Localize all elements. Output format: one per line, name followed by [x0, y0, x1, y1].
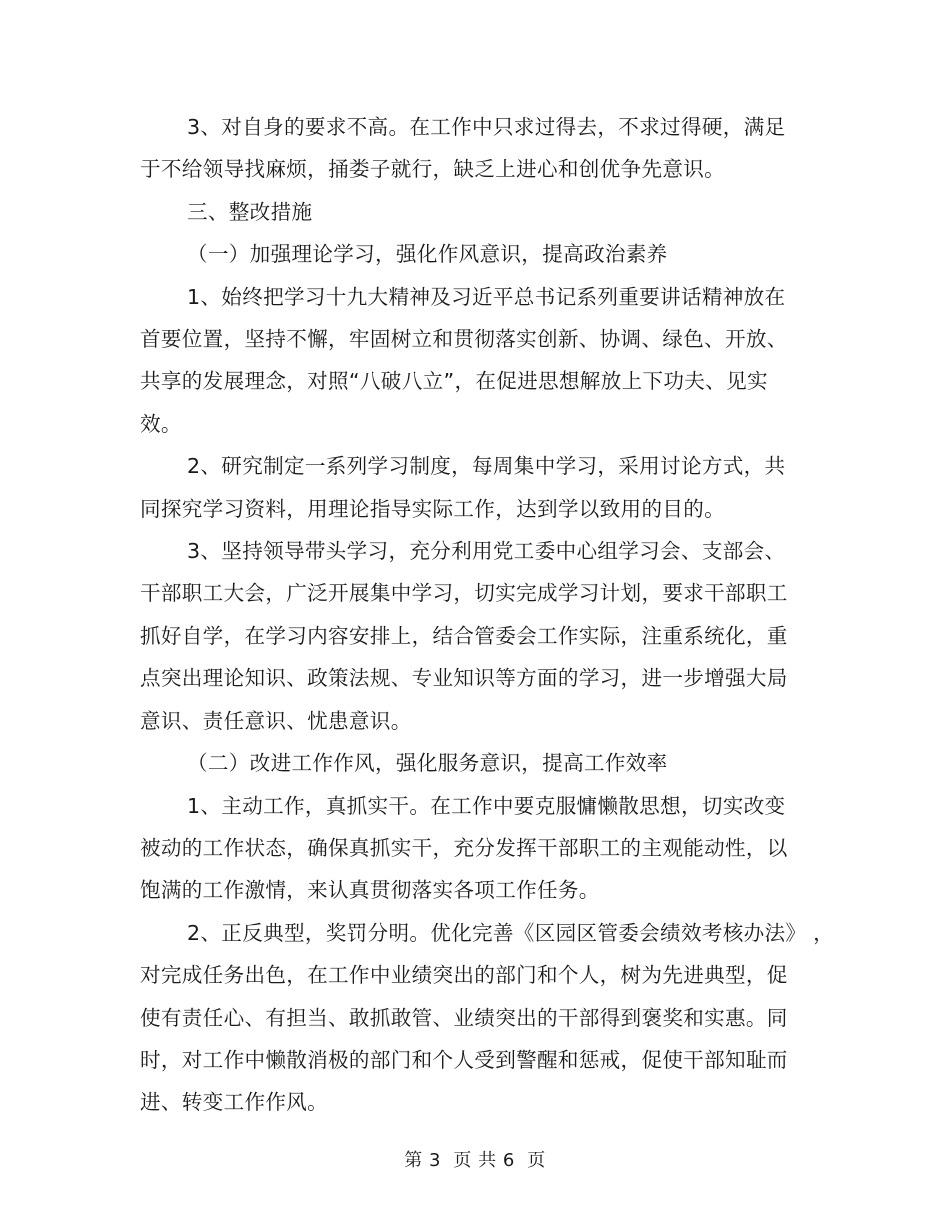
paragraph-line: 点突出理论知识、政策法规、专业知识等方面的学习，进一步增强大局	[140, 666, 788, 691]
paragraph-line: 干部职工大会，广泛开展集中学习，切实完成学习计划，要求干部职工	[140, 581, 788, 606]
paragraph-line: 进、转变工作作风。	[140, 1090, 329, 1115]
document-body	[140, 106, 835, 1124]
paragraph-line: 共享的发展理念，对照“八破八立”，在促进思想解放上下功夫、见实	[140, 369, 768, 394]
paragraph-line: 时，对工作中懒散消极的部门和个人受到警醒和惩戒，促使干部知耻而	[140, 1047, 788, 1072]
paragraph-item-2-study-system	[140, 445, 810, 530]
paragraph-line: 同探究学习资料，用理论指导实际工作，达到学以致用的目的。	[140, 496, 726, 521]
page-number-label: 第 3 页 共 6 页	[404, 1150, 546, 1171]
paragraph-line: 效。	[140, 411, 182, 436]
paragraph-line: 抓好自学，在学习内容安排上，结合管委会工作实际，注重系统化，重	[140, 623, 788, 648]
paragraph-line: 于不给领导找麻烦，捅娄子就行，缺乏上进心和创优争先意识。	[140, 157, 726, 182]
paragraph-line: 2、正反典型，奖罚分明。优化完善《区园区管委会绩效考核办法》 ，	[187, 920, 835, 945]
paragraph-item-1-study	[140, 276, 810, 446]
paragraph-line: 意识、责任意识、忧患意识。	[140, 708, 412, 733]
subsection-heading: （二）改进工作作风，强化服务意识，提高工作效率	[187, 751, 668, 776]
paragraph-line: 3、坚持领导带头学习，充分利用党工委中心组学习会、支部会、	[187, 539, 786, 564]
paragraph-line: 被动的工作状态，确保真抓实干，充分发挥干部职工的主观能动性，以	[140, 835, 788, 860]
paragraph-line: 对完成任务出色，在工作中业绩突出的部门和个人，树为先进典型，促	[140, 963, 788, 988]
paragraph-line: 使有责任心、有担当、敢抓敢管、业绩突出的干部得到褒奖和实惠。同	[140, 1005, 788, 1030]
paragraph-line: 1、主动工作，真抓实干。在工作中要克服慵懒散思想，切实改变	[187, 793, 786, 818]
section-heading: 三、整改措施	[187, 199, 313, 224]
paragraph-line: 3、对自身的要求不高。在工作中只求过得去，不求过得硬，满足	[187, 115, 786, 139]
paragraph-item-2-rewards	[140, 912, 835, 1124]
paragraph-line: 首要位置，坚持不懈，牢固树立和贯彻落实创新、协调、绿色、开放、	[140, 327, 788, 352]
paragraph-line: 饱满的工作激情，来认真贯彻落实各项工作任务。	[140, 878, 600, 903]
paragraph-line: 1、始终把学习十九大精神及习近平总书记系列重要讲话精神放在	[187, 284, 786, 309]
paragraph-item-3-leadership-study	[140, 530, 810, 742]
paragraph-item-1-active-work	[140, 785, 810, 912]
paragraph-item-3-self-requirements	[140, 106, 810, 191]
subsection-heading: （一）加强理论学习，强化作风意识，提高政治素养	[187, 242, 668, 267]
page-footer	[0, 1149, 950, 1173]
paragraph-line: 2、研究制定一系列学习制度，每周集中学习，采用讨论方式，共	[187, 454, 786, 479]
